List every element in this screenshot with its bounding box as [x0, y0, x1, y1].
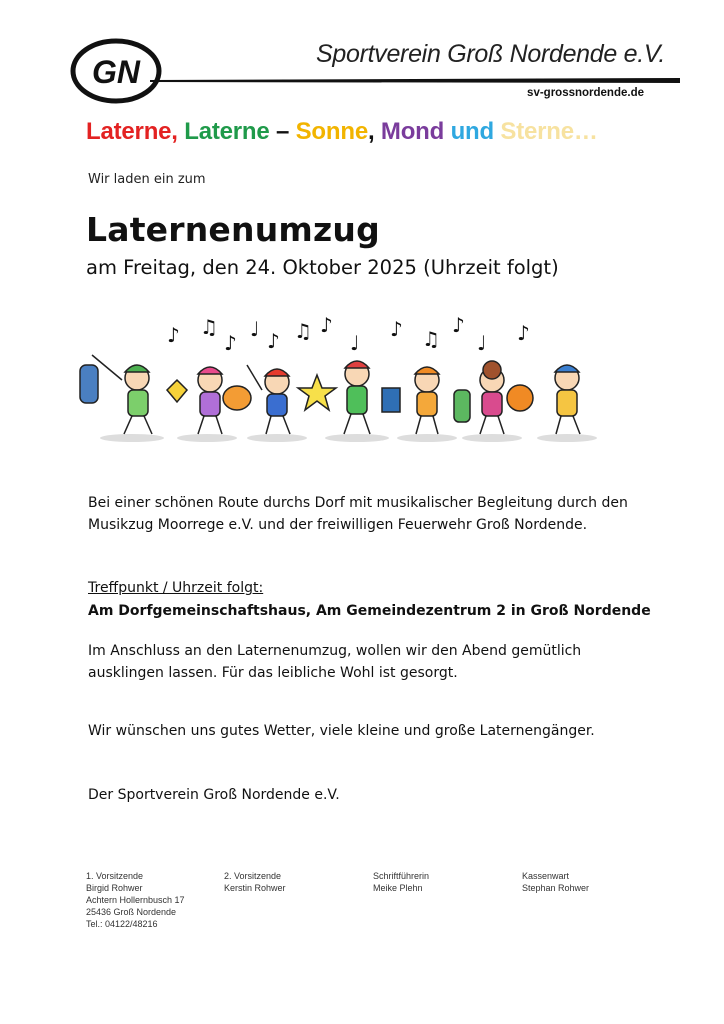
- title-part: ,: [367, 118, 381, 145]
- chair1-role: 1. Vorsitzende: [86, 871, 144, 881]
- signoff: Der Sportverein Groß Nordende e.V.: [88, 787, 340, 803]
- chair1-city: 25436 Groß Nordende: [86, 907, 177, 917]
- route-paragraph: Bei einer schönen Route durchs Dorf mit musikalischer Begleitung durch den Musikzug Moorrege e.V. und der freiwilligen Feuerwehr Groß Nordende.: [88, 495, 628, 533]
- chair2-name: Kerstin Rohwer: [224, 883, 286, 893]
- footer-secretary: [373, 870, 429, 894]
- music-note-icon: ♩: [250, 317, 260, 341]
- music-note-icon: ♫: [200, 315, 218, 339]
- music-note-icon: ♪: [320, 313, 333, 337]
- title-part: Laterne,: [86, 118, 178, 145]
- title-part: Sonne: [295, 118, 368, 145]
- music-note-icon: ♪: [267, 329, 280, 353]
- club-logo: [70, 38, 162, 104]
- title-part: Sterne…: [500, 118, 598, 145]
- chair1-name: Birgid Rohwer: [86, 883, 143, 893]
- music-note-icon: ♪: [452, 313, 465, 337]
- children-lantern-parade-icon: [72, 310, 612, 450]
- music-note-icon: ♫: [294, 319, 312, 343]
- title-part: –: [269, 118, 296, 145]
- treasurer-name: Stephan Rohwer: [522, 883, 590, 893]
- music-note-icon: ♪: [167, 323, 180, 347]
- chair1-street: Achtern Hollernbusch 17: [86, 895, 185, 905]
- chair1-phone: Tel.: 04122/48216: [86, 919, 158, 929]
- chair2-role: 2. Vorsitzende: [224, 871, 282, 881]
- music-note-icon: ♫: [422, 327, 440, 351]
- meeting-place: Am Dorfgemeinschaftshaus, Am Gemeindezentrum 2 in Groß Nordende: [88, 603, 651, 619]
- event-date: am Freitag, den 24. Oktober 2025 (Uhrzeit folgt): [86, 256, 559, 279]
- treasurer-role: Kassenwart: [522, 871, 570, 881]
- music-note-icon: ♪: [224, 331, 237, 355]
- secretary-role: Schriftführerin: [373, 871, 430, 881]
- intro-text: Wir laden ein zum: [88, 172, 206, 187]
- music-note-icon: ♩: [477, 331, 487, 355]
- footer-chair2: [224, 870, 286, 894]
- colored-title: [86, 118, 598, 146]
- website-link[interactable]: sv-grossnordende.de: [527, 87, 644, 99]
- afterwards-paragraph: Im Anschluss an den Laternenumzug, wollen wir den Abend gemütlich ausklingen lassen. Für das leibliche Wohl ist gesorgt.: [88, 643, 582, 681]
- music-note-icon: ♪: [390, 317, 403, 341]
- club-name: Sportverein Groß Nordende e.V.: [316, 40, 666, 68]
- wishes-paragraph: Wir wünschen uns gutes Wetter, viele kleine und große Laternengänger.: [88, 723, 595, 739]
- footer-chair1: [86, 870, 185, 930]
- meeting-label: Treffpunkt / Uhrzeit folgt:: [88, 580, 264, 596]
- music-note-icon: ♪: [517, 321, 530, 345]
- title-part: und: [450, 118, 494, 145]
- secretary-name: Meike Plehn: [373, 883, 423, 893]
- logo-text: GN: [92, 54, 140, 90]
- music-note-icon: ♩: [350, 331, 360, 355]
- title-part: Laterne: [184, 118, 270, 145]
- title-part: Mond: [380, 118, 445, 145]
- header-rule: [150, 78, 680, 84]
- event-headline: Laternenumzug: [86, 210, 380, 249]
- footer-treasurer: [522, 870, 589, 894]
